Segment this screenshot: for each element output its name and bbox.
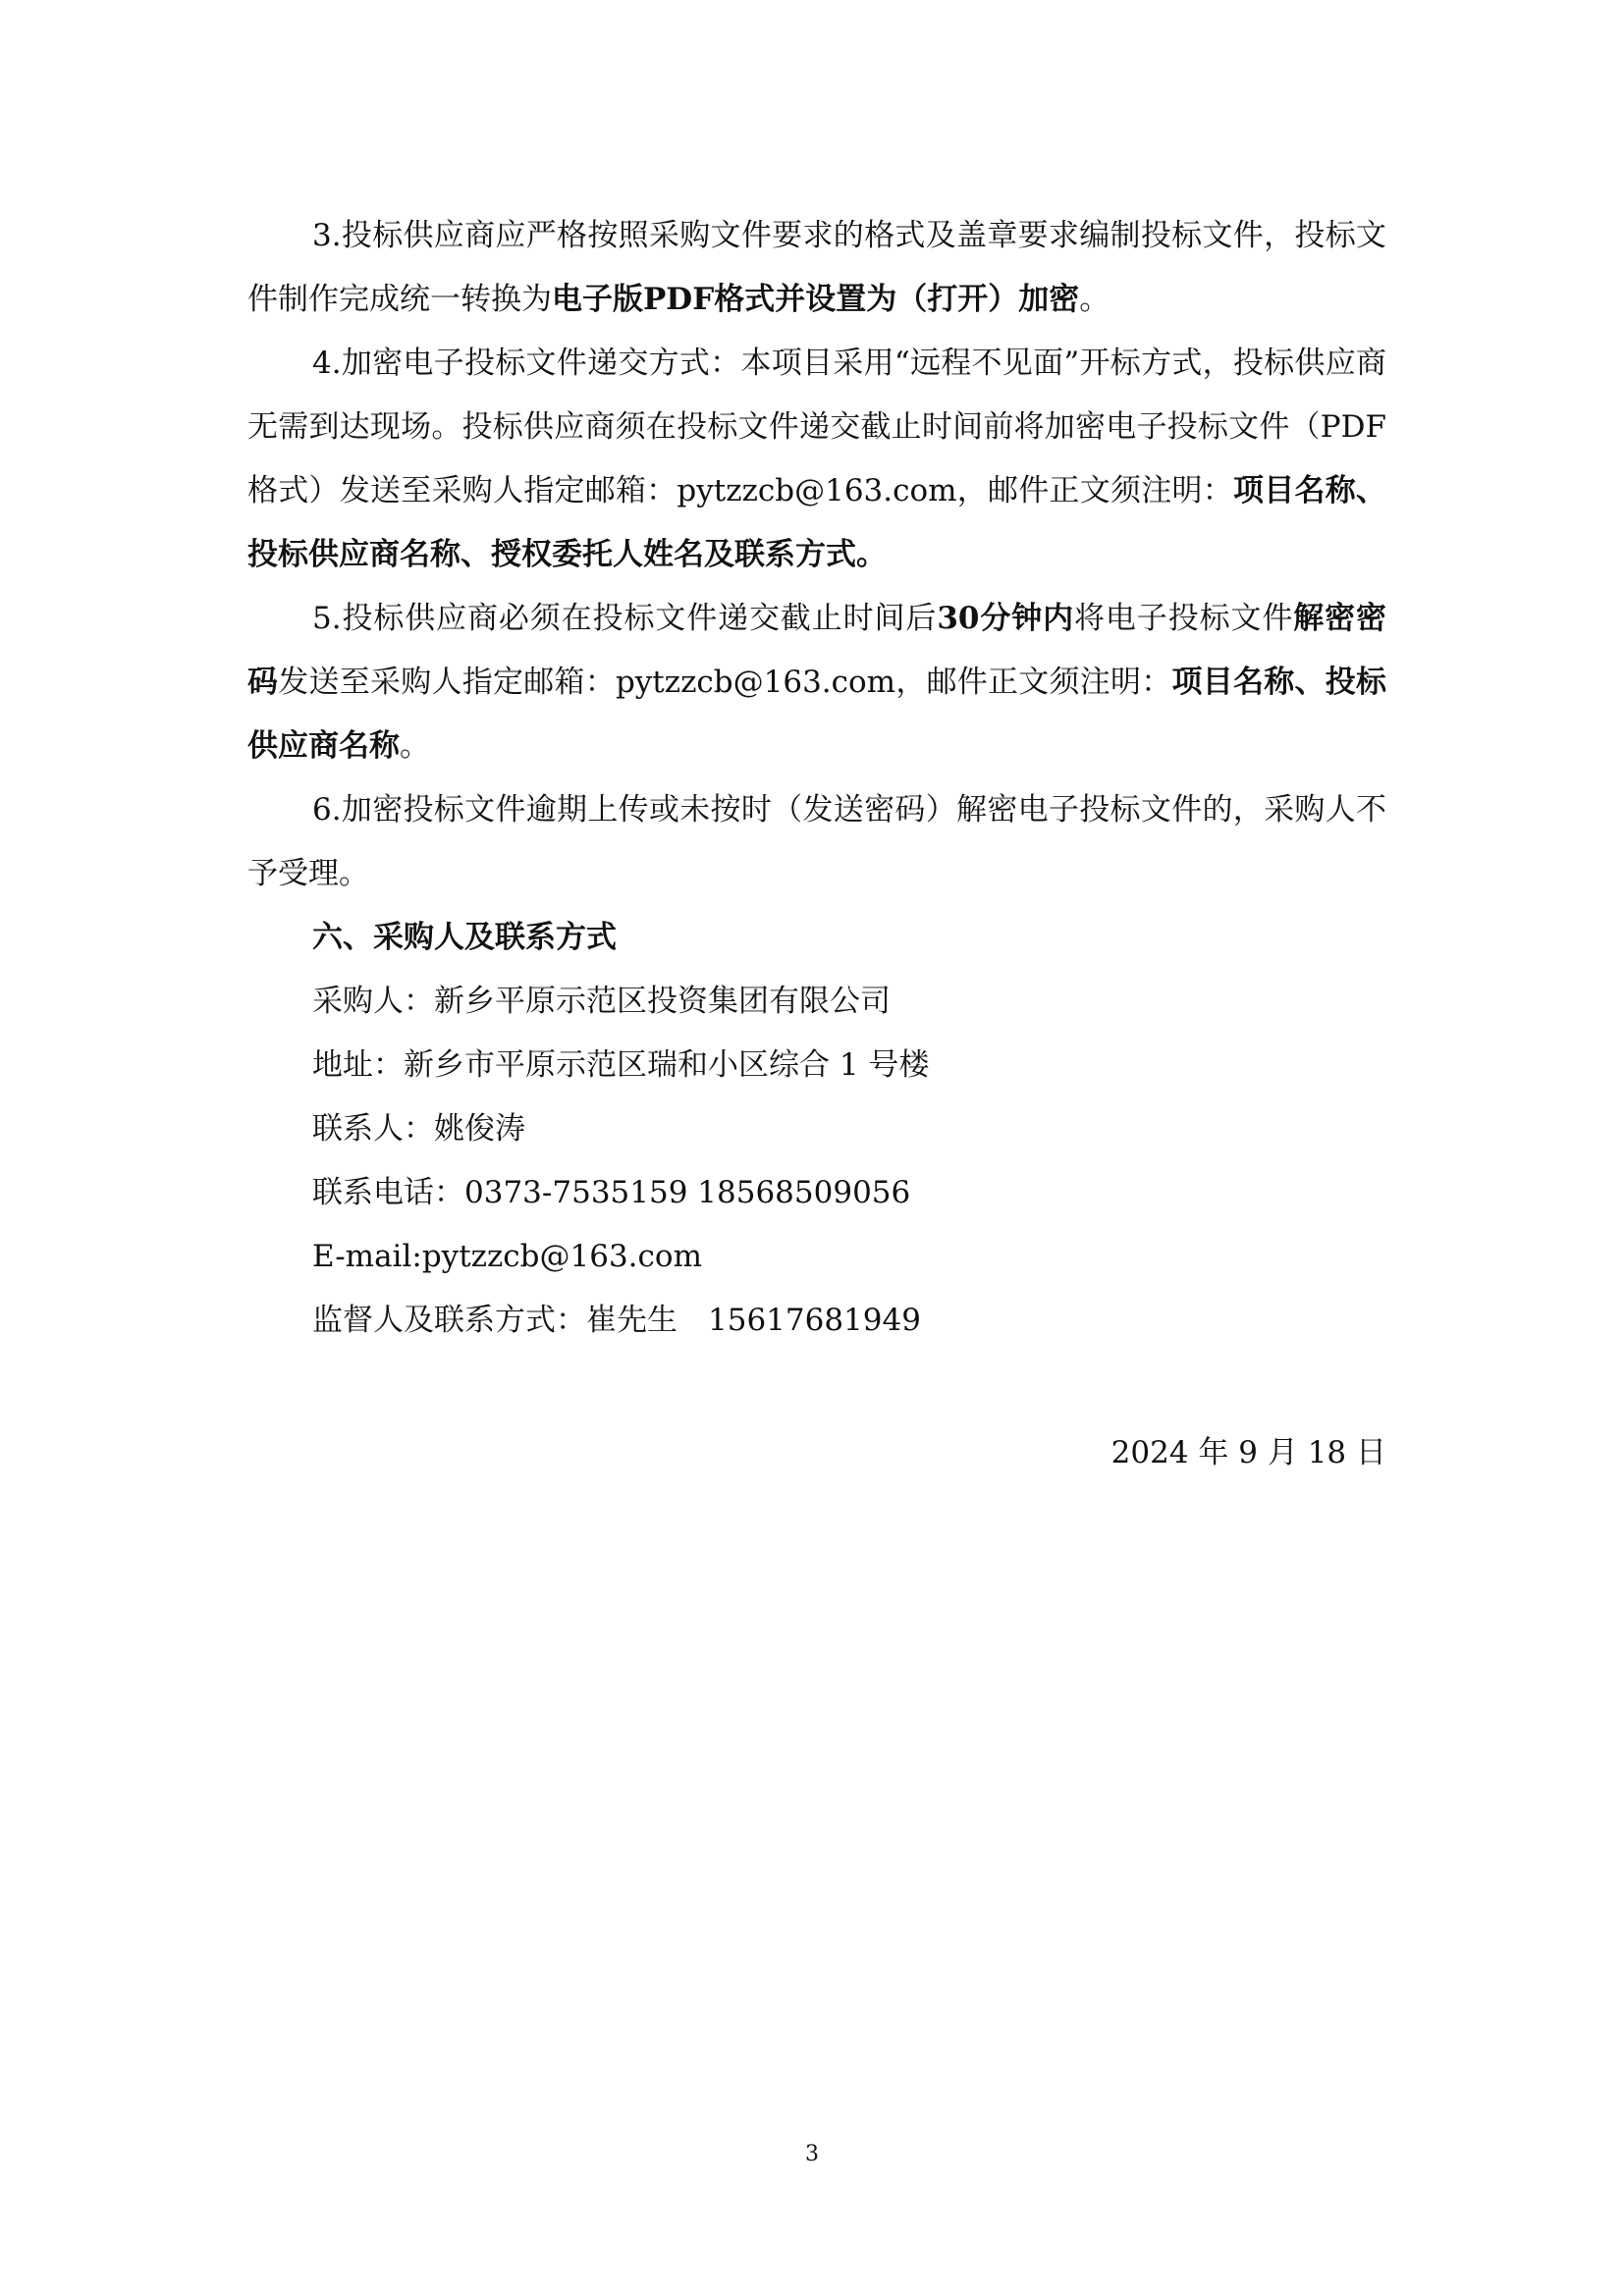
paragraph-item-5: [247, 587, 1386, 778]
paragraph-bold-text: 解密密码: [247, 601, 1387, 700]
paragraph-text: 3.投标供应商应严格按照采购文件要求的格式及盖章要求编制投标文件，投标文件制作完成统一转换为: [247, 218, 1386, 317]
paragraph-text: 5.投标供应商必须在投标文件递交截止时间后: [312, 601, 938, 636]
document-date: 2024 年 9 月 18 日: [1110, 1435, 1386, 1470]
paragraph-text: 4.加密电子投标文件递交方式：本项目采用“远程不见面”开标方式，投标供应商无需到达现场。投标供应商须在投标文件递交截止时间前将加密电子投标文件（PDF格式）发送至采购人指定邮箱：pytzzcb@163.com，邮件正文须注明：: [247, 346, 1386, 508]
paragraph-text: 。: [400, 728, 430, 764]
paragraph-text: 6.加密投标文件逾期上传或未按时（发送密码）解密电子投标文件的，采购人不予受理。: [247, 792, 1386, 891]
page-body: [247, 204, 1386, 1353]
paragraph-bold-text: 30分钟内: [937, 601, 1075, 636]
paragraph-item-4: [247, 332, 1386, 587]
purchaser-line: 采购人：新乡平原示范区投资集团有限公司: [312, 984, 891, 1019]
paragraph-text: 。: [1079, 282, 1110, 317]
paragraph-item-3: [247, 204, 1386, 332]
address-line: 地址：新乡市平原示范区瑞和小区综合 1 号楼: [312, 1047, 930, 1083]
page-number: 3: [805, 2142, 819, 2166]
paragraph-text: 发送至采购人指定邮箱：pytzzcb@163.com，邮件正文须注明：: [278, 665, 1172, 700]
paragraph-bold-text: 项目名称、投标供应商名称: [247, 665, 1387, 764]
paragraph-item-6: [247, 778, 1386, 906]
paragraph-bold-text: 项目名称、投标供应商名称、授权委托人姓名及联系方式。: [247, 473, 1386, 572]
email-line: E-mail:pytzzcb@163.com: [312, 1239, 702, 1274]
contact-person-line: 联系人：姚俊涛: [312, 1111, 525, 1147]
section-heading: 六、采购人及联系方式: [312, 920, 617, 955]
supervisor-line: 监督人及联系方式：崔先生 15617681949: [312, 1303, 921, 1338]
phone-line: 联系电话：0373-7535159 18568509056: [312, 1175, 911, 1210]
paragraph-text: 将电子投标文件: [1074, 601, 1294, 636]
paragraph-bold-text: 电子版PDF格式并设置为（打开）加密: [552, 282, 1080, 317]
